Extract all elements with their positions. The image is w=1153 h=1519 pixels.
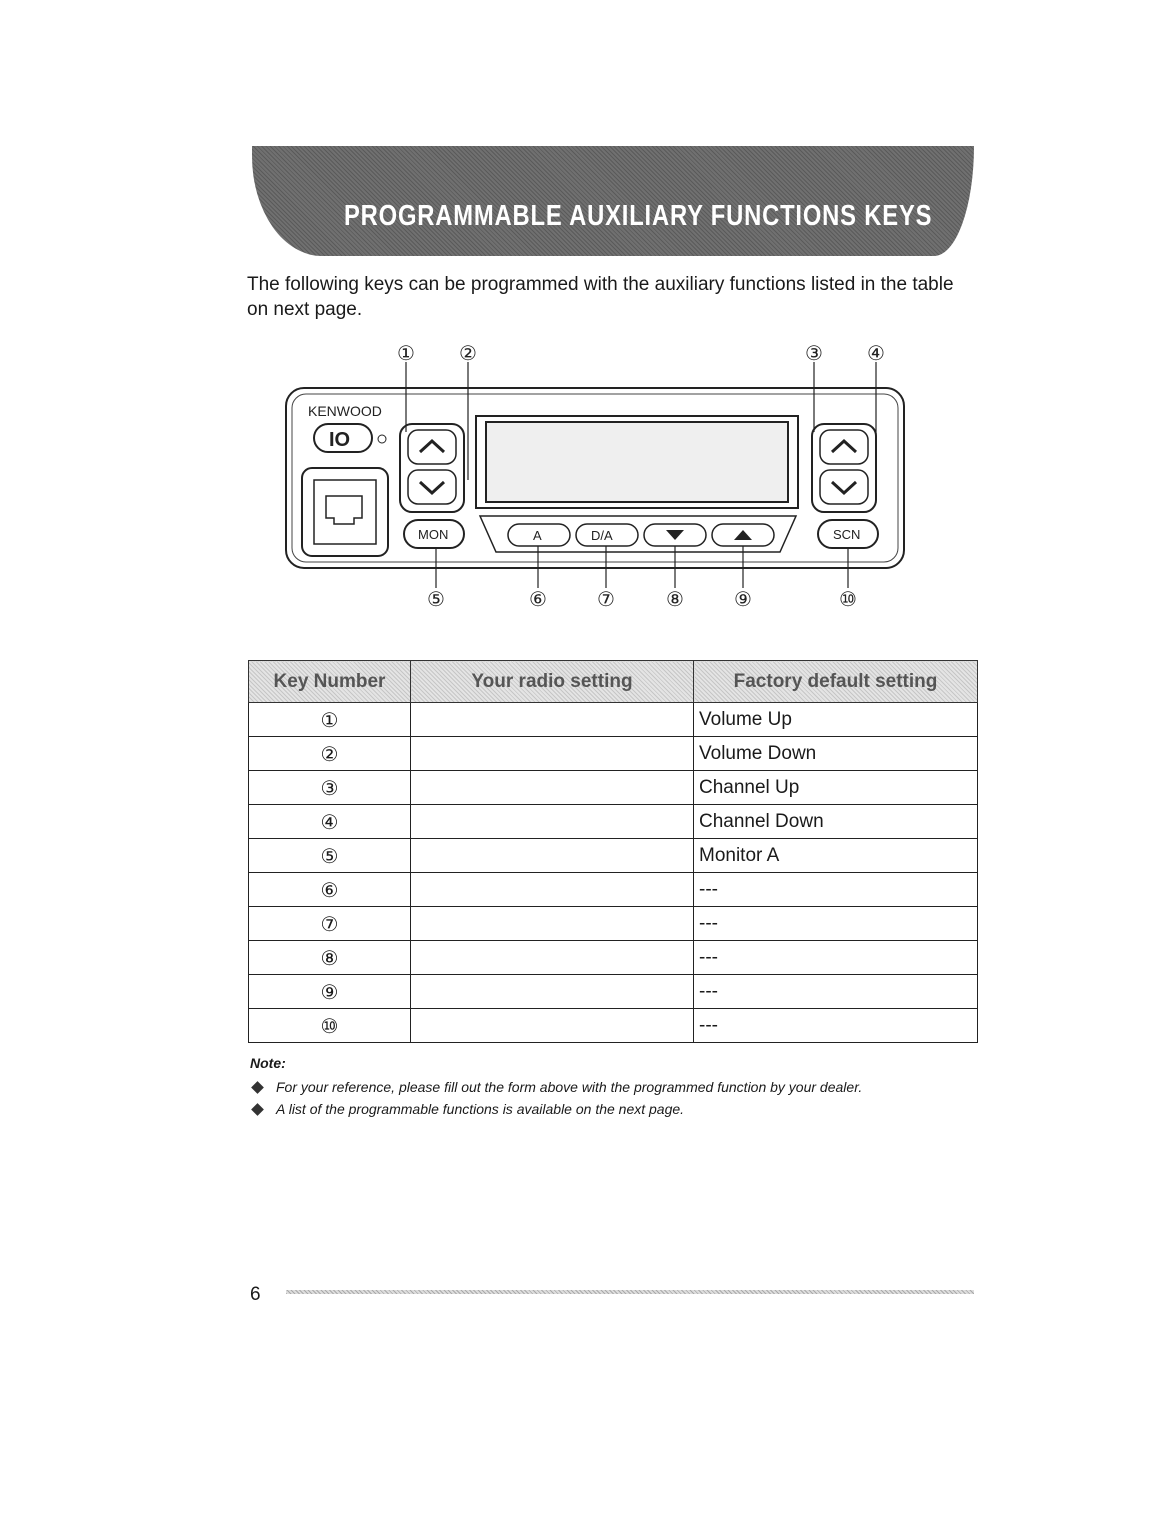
- your-setting-cell[interactable]: [411, 941, 694, 975]
- key-number-cell: ⑩: [249, 1009, 411, 1043]
- page-title: PROGRAMMABLE AUXILIARY FUNCTIONS KEYS: [344, 200, 933, 232]
- key-number-cell: ②: [249, 737, 411, 771]
- key-number-cell: ⑨: [249, 975, 411, 1009]
- table-row: [249, 873, 978, 907]
- callout-9: ⑨: [734, 587, 752, 611]
- volume-up-key: [408, 430, 456, 464]
- callout-3: ③: [805, 341, 823, 365]
- brand-logo: KENWOOD: [308, 403, 382, 419]
- key-number-cell: ⑥: [249, 873, 411, 907]
- note-title: Note:: [250, 1055, 286, 1071]
- table-body: [249, 703, 978, 1043]
- your-setting-cell[interactable]: [411, 1009, 694, 1043]
- table-row: [249, 975, 978, 1009]
- factory-default-cell: ---: [694, 975, 978, 1009]
- header-factory-default: Factory default setting: [694, 661, 978, 703]
- mon-key-label: MON: [418, 527, 449, 542]
- table-row: [249, 737, 978, 771]
- your-setting-cell[interactable]: [411, 907, 694, 941]
- your-setting-cell[interactable]: [411, 975, 694, 1009]
- callout-8: ⑧: [666, 587, 684, 611]
- your-setting-cell[interactable]: [411, 805, 694, 839]
- table-row: [249, 1009, 978, 1043]
- factory-default-cell: ---: [694, 873, 978, 907]
- channel-up-key: [820, 430, 868, 464]
- header-key-number: Key Number: [249, 661, 411, 703]
- callout-2: ②: [459, 341, 477, 365]
- note-item-text: A list of the programmable functions is available on the next page.: [276, 1101, 685, 1117]
- callout-1: ①: [397, 341, 415, 365]
- callout-10: ⑩: [839, 587, 857, 611]
- table-row: [249, 805, 978, 839]
- power-button-label: IO: [329, 429, 351, 451]
- table-header-row: [249, 661, 978, 703]
- table-row: [249, 839, 978, 873]
- lcd-display: [486, 422, 788, 502]
- table-row: [249, 941, 978, 975]
- table-row: [249, 771, 978, 805]
- intro-text: The following keys can be programmed with the auxiliary functions listed in the table on next page.: [247, 274, 954, 320]
- key-number-cell: ①: [249, 703, 411, 737]
- table-row: [249, 703, 978, 737]
- key-number-cell: ⑧: [249, 941, 411, 975]
- diamond-bullet-icon: [251, 1103, 264, 1116]
- factory-default-cell: Volume Down: [694, 737, 978, 771]
- factory-default-cell: Monitor A: [694, 839, 978, 873]
- radio-front-panel-diagram: [280, 340, 910, 620]
- your-setting-cell[interactable]: [411, 703, 694, 737]
- factory-default-cell: ---: [694, 941, 978, 975]
- key-number-cell: ⑤: [249, 839, 411, 873]
- da-key-label: D/A: [591, 528, 613, 543]
- note-item-text: For your reference, please fill out the form above with the programmed function by your dealer.: [276, 1079, 863, 1095]
- callout-4: ④: [867, 341, 885, 365]
- key-number-cell: ④: [249, 805, 411, 839]
- diamond-bullet-icon: [251, 1081, 264, 1094]
- key-number-cell: ⑦: [249, 907, 411, 941]
- header-your-setting: Your radio setting: [411, 661, 694, 703]
- factory-default-cell: ---: [694, 907, 978, 941]
- channel-down-key: [820, 470, 868, 504]
- note-list: [250, 1076, 862, 1120]
- table-row: [249, 907, 978, 941]
- callout-6: ⑥: [529, 587, 547, 611]
- key-settings-table: [248, 660, 978, 1043]
- factory-default-cell: ---: [694, 1009, 978, 1043]
- your-setting-cell[interactable]: [411, 873, 694, 907]
- volume-down-key: [408, 470, 456, 504]
- header-banner: [252, 146, 974, 256]
- key-number-cell: ③: [249, 771, 411, 805]
- a-key-label: A: [533, 528, 542, 543]
- callout-5: ⑤: [427, 587, 445, 611]
- your-setting-cell[interactable]: [411, 839, 694, 873]
- factory-default-cell: Volume Up: [694, 703, 978, 737]
- note-item: [250, 1098, 862, 1120]
- your-setting-cell[interactable]: [411, 771, 694, 805]
- factory-default-cell: Channel Down: [694, 805, 978, 839]
- your-setting-cell[interactable]: [411, 737, 694, 771]
- note-item: [250, 1076, 862, 1098]
- scn-key-label: SCN: [833, 527, 861, 542]
- callout-7: ⑦: [597, 587, 615, 611]
- page-number: 6: [250, 1284, 261, 1305]
- footer-rule: [286, 1290, 974, 1294]
- factory-default-cell: Channel Up: [694, 771, 978, 805]
